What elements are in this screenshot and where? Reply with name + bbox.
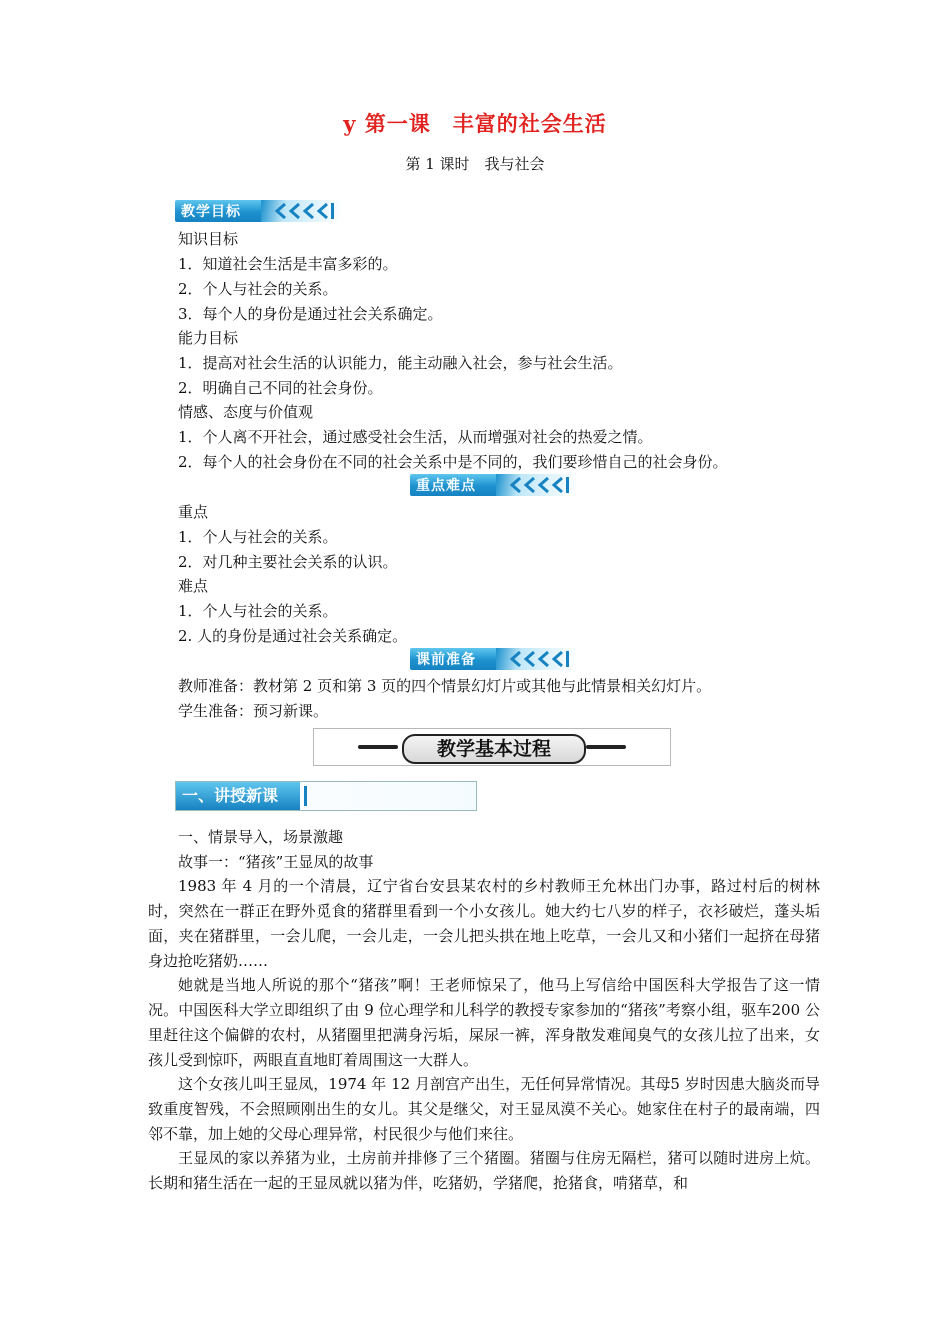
emotion-item: 2．每个人的社会身份在不同的社会关系中是不同的，我们要珍惜自己的社会身份。 (178, 453, 728, 471)
difficult-item: 1．个人与社会的关系。 (178, 602, 338, 620)
difficult-item: 2. 人的身份是通过社会关系确定。 (178, 627, 408, 645)
chevron-left-icon (506, 650, 572, 668)
emotion-item: 1．个人离不开社会，通过感受社会生活，从而增强对社会的热爱之情。 (178, 428, 653, 446)
story-title: 故事一：“猪孩”王显凤的故事 (178, 853, 374, 871)
objectives-banner-label: 教学目标 (181, 204, 241, 220)
story-paragraph: 这个女孩儿叫王显凤，1974 年 12 月剖宫产出生，无任何异常情况。其母5 岁时因患大脑炎而导致重度智残，不会照顾刚出生的女儿。其父是继父，对王显凤漠不关心。她家住在村子的最南端，四邻不靠，加上她的父母心理异常，村民很少与他们来往。 (148, 1075, 820, 1143)
keypoints-banner-label: 重点难点 (416, 478, 476, 494)
process-banner-label: 教学基本过程 (402, 734, 586, 764)
lesson-subtitle: 第 1 课时 我与社会 (405, 155, 545, 173)
preparation-banner (410, 648, 576, 670)
chevron-left-icon (506, 476, 572, 494)
difficult-heading: 难点 (178, 577, 209, 595)
emotion-heading: 情感、态度与价值观 (178, 403, 314, 421)
teacher-preparation: 教师准备：教材第 2 页和第 3 页的四个情景幻灯片或其他与此情景相关幻灯片。 (178, 677, 712, 695)
story-paragraph: 她就是当地人所说的那个“猪孩”啊！王老师惊呆了，他马上写信给中国医科大学报告了这一情况。中国医科大学立即组织了由 9 位心理学和儿科学的教授专家参加的“猪孩”考察小组，驱车200 公里赶往这个偏僻的农村，从猪圈里把满身污垢，屎尿一裤，浑身散发难闻臭气的女孩儿拉了出来，女孩儿受到惊吓，两眼直直地盯着周围这一大群人。 (148, 976, 820, 1069)
knowledge-heading: 知识目标 (178, 230, 239, 248)
key-heading: 重点 (178, 503, 209, 521)
chevron-left-icon (271, 202, 337, 220)
ability-item: 2．明确自己不同的社会身份。 (178, 379, 383, 397)
ability-heading: 能力目标 (178, 329, 239, 347)
keypoints-banner (410, 474, 576, 496)
section-banner (175, 781, 477, 811)
knowledge-item: 1．知道社会生活是丰富多彩的。 (178, 255, 398, 273)
preparation-banner-label: 课前准备 (416, 652, 476, 668)
knowledge-item: 2．个人与社会的关系。 (178, 280, 338, 298)
key-item: 1．个人与社会的关系。 (178, 528, 338, 546)
knowledge-item: 3．每个人的身份是通过社会关系确定。 (178, 305, 443, 323)
ability-item: 1．提高对社会生活的认识能力，能主动融入社会，参与社会生活。 (178, 354, 623, 372)
story-paragraph: 1983 年 4 月的一个清晨，辽宁省台安县某农村的乡村教师王允林出门办事，路过村后的树林时，突然在一群正在野外觅食的猪群里看到一个小女孩儿。她大约七八岁的样子，衣衫破烂，蓬头垢面，夹在猪群里，一会儿爬，一会儿走，一会儿把头拱在地上吃草，一会儿又和小猪们一起挤在母猪身边抢吃猪奶…… (148, 877, 820, 970)
key-item: 2．对几种主要社会关系的认识。 (178, 553, 398, 571)
lesson-title: y 第一课 丰富的社会生活 (343, 111, 607, 136)
process-banner (313, 728, 671, 766)
objectives-banner (175, 200, 341, 222)
section-banner-label: 一、讲授新课 (176, 782, 300, 810)
story-paragraph: 王显凤的家以养猪为业，土房前并排修了三个猪圈。猪圈与住房无隔栏，猪可以随时进房上炕。长期和猪生活在一起的王显凤就以猪为伴，吃猪奶，学猪爬，抢猪食，啃猪草，和 (148, 1149, 820, 1192)
student-preparation: 学生准备：预习新课。 (178, 702, 329, 720)
step-heading: 一、情景导入，场景激趣 (178, 828, 344, 846)
